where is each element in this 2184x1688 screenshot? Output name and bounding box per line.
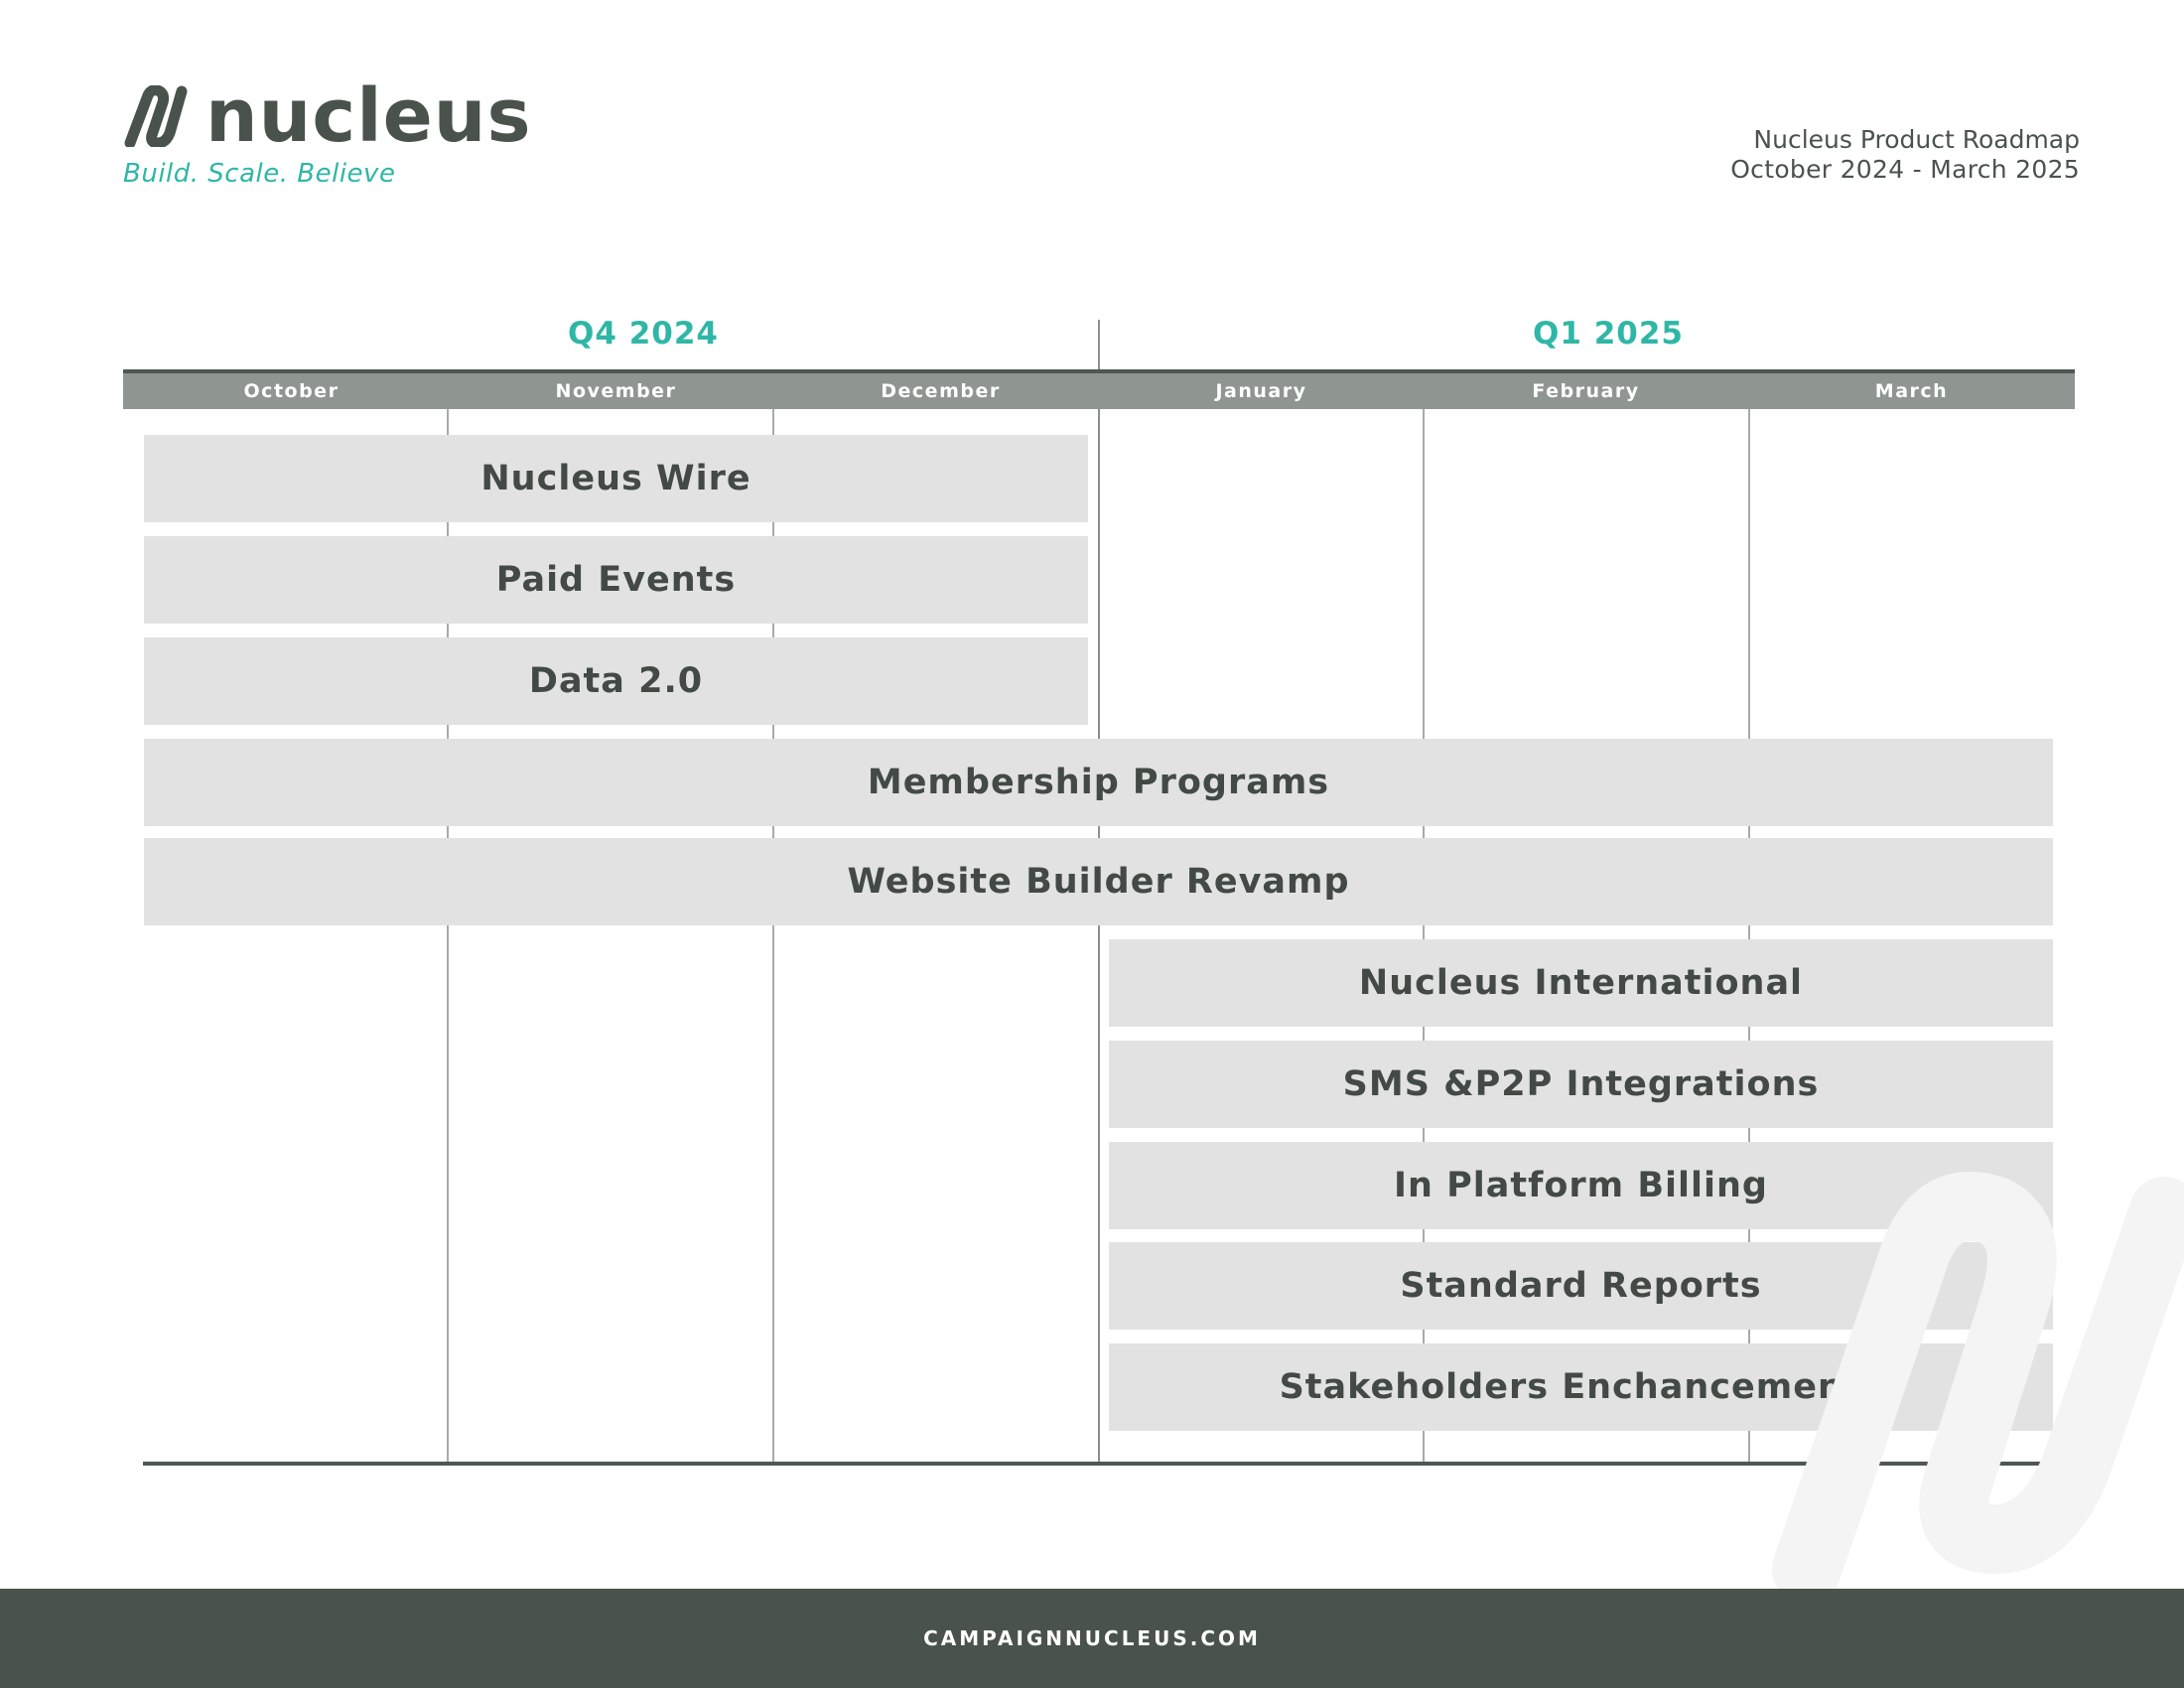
quarter-label-q1: Q1 2025	[1533, 316, 1684, 352]
roadmap-bar: SMS &P2P Integrations	[1109, 1041, 2053, 1128]
roadmap-bar: Paid Events	[144, 536, 1088, 624]
quarter-gridline	[1098, 409, 1100, 1464]
month-label-march: March	[1874, 380, 1949, 402]
roadmap-bar: Membership Programs	[144, 739, 2053, 826]
month-label-november: November	[555, 380, 677, 402]
footer-url-link[interactable]: CAMPAIGNNUCLEUS.COM	[923, 1626, 1261, 1650]
watermark-logo-icon	[1767, 1172, 2184, 1593]
roadmap-bar: Nucleus Wire	[144, 435, 1088, 522]
roadmap-bar: In Platform Billing	[1109, 1142, 2053, 1229]
month-label-october: October	[243, 380, 340, 402]
document-title: Nucleus Product Roadmap	[1753, 125, 2080, 154]
month-label-december: December	[881, 380, 1001, 402]
month-label-february: February	[1532, 380, 1640, 402]
month-label-january: January	[1215, 380, 1307, 402]
quarter-label-q4: Q4 2024	[568, 316, 719, 352]
quarter-divider	[1098, 320, 1100, 369]
brand-tagline: Build. Scale. Believe	[123, 159, 396, 189]
roadmap-bar: Data 2.0	[144, 637, 1088, 725]
roadmap-bar: Website Builder Revamp	[144, 838, 2053, 925]
roadmap-bar: Stakeholders Enchancements	[1109, 1343, 2053, 1431]
document-date-range: October 2024 - March 2025	[1730, 155, 2080, 184]
brand-wordmark: nucleus	[205, 73, 532, 159]
roadmap-bar: Standard Reports	[1109, 1242, 2053, 1330]
roadmap-bar: Nucleus International	[1109, 939, 2053, 1027]
footer	[0, 1589, 2184, 1688]
nucleus-logo-icon	[122, 85, 194, 147]
